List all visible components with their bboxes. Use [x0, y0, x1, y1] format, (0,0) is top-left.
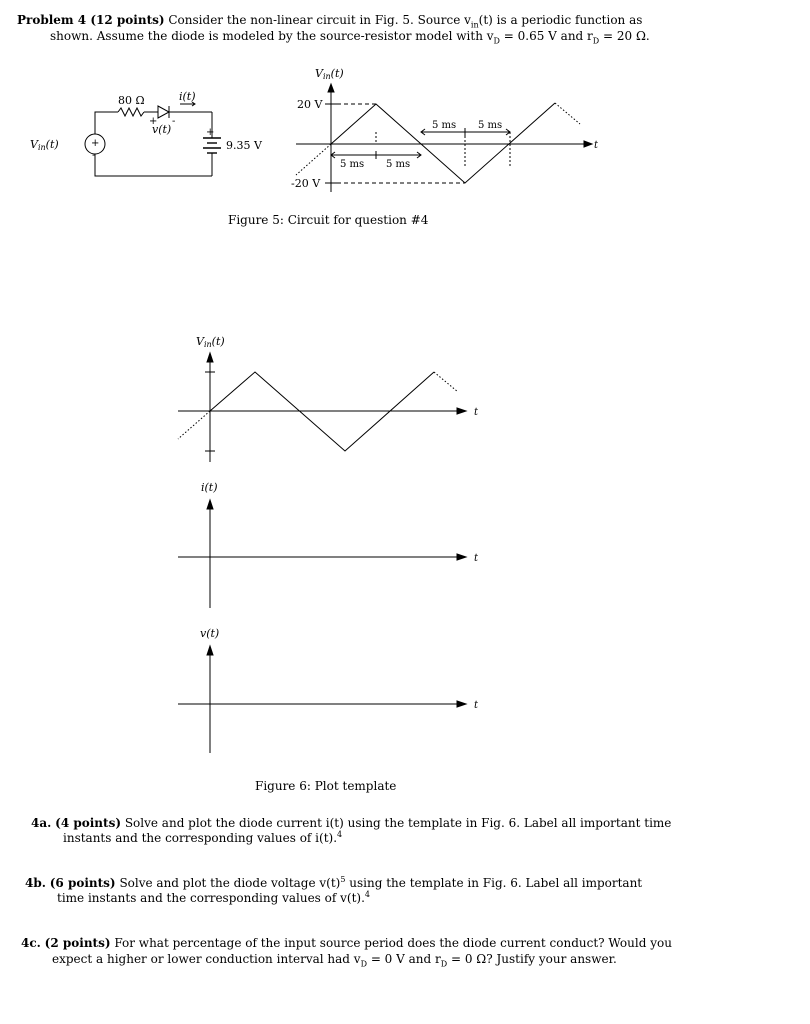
q4c-text2: expect a higher or lower conduction interval had v	[52, 952, 361, 966]
source-plus: +	[91, 138, 100, 149]
waveform-duration-3: 5 ms	[432, 120, 457, 131]
plot3-t-label: t	[474, 700, 479, 711]
template-plot-current	[178, 500, 466, 608]
q4a-points: (4 points)	[55, 816, 121, 830]
waveform-plot	[296, 84, 592, 192]
plot3-label: v(t)	[200, 627, 220, 640]
q4c-points: (2 points)	[44, 936, 111, 950]
resistor-symbol	[118, 108, 144, 116]
vd-subscript: D	[493, 36, 500, 46]
question-4a-line1	[31, 816, 671, 831]
q4c-sub1: D	[360, 959, 367, 969]
source-minus: -	[92, 150, 96, 161]
figure5-caption: Figure 5: Circuit for question #4	[228, 213, 429, 227]
circuit-wire-top-left	[95, 112, 118, 134]
q4c-sub2: D	[440, 959, 448, 969]
q4b-text2: time instants and the corresponding values of v(t).	[57, 891, 365, 905]
triangle-wave	[331, 103, 555, 183]
circuit-wire-bottom	[95, 154, 212, 176]
waveform-duration-4: 5 ms	[478, 120, 503, 131]
q4c-end: = 0 Ω? Justify your answer.	[447, 952, 617, 966]
q4b-id: 4b.	[25, 876, 46, 890]
q4b-text1a: Solve and plot the diode voltage v(t)	[119, 876, 341, 890]
problem-intro-line2: shown. Assume the diode is modeled by the source-resistor model with v	[50, 29, 494, 43]
waveform-pos-level: 20 V	[297, 98, 323, 111]
problem-intro-line2-b: = 0.65 V and r	[499, 29, 593, 43]
waveform-duration-2: 5 ms	[386, 159, 411, 170]
waveform-duration-1: 5 ms	[340, 159, 365, 170]
problem-intro-line2-d: = 20 Ω.	[599, 29, 650, 43]
diode-minus: -	[172, 116, 176, 127]
waveform-t-label: t	[594, 140, 599, 151]
template-plot-vin	[178, 353, 466, 462]
q4b-footnote2: 4	[364, 890, 371, 899]
battery-plus: +	[206, 127, 215, 138]
problem-intro-sub: in	[470, 20, 479, 30]
plot1-t-label: t	[474, 407, 479, 418]
rd-subscript: D	[592, 36, 600, 46]
resistor-label: 80 Ω	[118, 94, 145, 107]
figure6-caption: Figure 6: Plot template	[255, 779, 397, 793]
wave-dotted-start	[296, 144, 331, 175]
plot1-label: Vin(t)	[196, 335, 225, 349]
diode-voltage-label: v(t)	[152, 123, 172, 136]
current-label: i(t)	[179, 90, 196, 103]
q4b-footnote1: 5	[340, 875, 346, 884]
q4b-text1b: using the template in Fig. 6. Label all important	[345, 876, 643, 890]
question-4b-line1	[25, 876, 642, 891]
problem-intro-text-end: (t) is a periodic function as	[478, 13, 643, 27]
waveform-y-arrow	[328, 84, 334, 92]
diode-symbol	[158, 106, 169, 118]
q4a-footnote: 4	[337, 830, 343, 839]
waveform-neg-level: -20 V	[291, 177, 321, 190]
question-4b-line2	[57, 891, 370, 906]
battery-label: 9.35 V	[226, 139, 262, 152]
plot2-t-label: t	[474, 553, 479, 564]
problem-intro-text: Consider the non-linear circuit in Fig. 5. Source v	[168, 13, 471, 27]
q4c-id: 4c.	[21, 936, 41, 950]
template-plot-voltage	[178, 646, 466, 753]
wave-dotted-end	[555, 103, 580, 124]
circuit	[85, 102, 221, 176]
problem-heading: Problem 4 (12 points)	[17, 13, 165, 27]
diode-plus: +	[149, 116, 158, 127]
waveform-ylabel: Vin(t)	[315, 67, 344, 81]
q4c-text1: For what percentage of the input source period does the diode current conduct? Would you	[114, 936, 672, 950]
source-label: Vin(t)	[30, 138, 59, 152]
q4c-mid: = 0 V and r	[367, 952, 441, 966]
q4b-points: (6 points)	[49, 876, 116, 890]
waveform-t-arrow	[584, 141, 592, 147]
question-4c-line2	[52, 952, 617, 971]
question-4c-line1	[21, 936, 672, 951]
q4a-text1: Solve and plot the diode current i(t) using the template in Fig. 6. Label all important time	[124, 816, 672, 830]
plot2-label: i(t)	[201, 481, 218, 494]
q4a-id: 4a.	[31, 816, 52, 830]
question-4a-line2	[63, 831, 342, 846]
q4a-text2: instants and the corresponding values of i(t).	[63, 831, 338, 845]
